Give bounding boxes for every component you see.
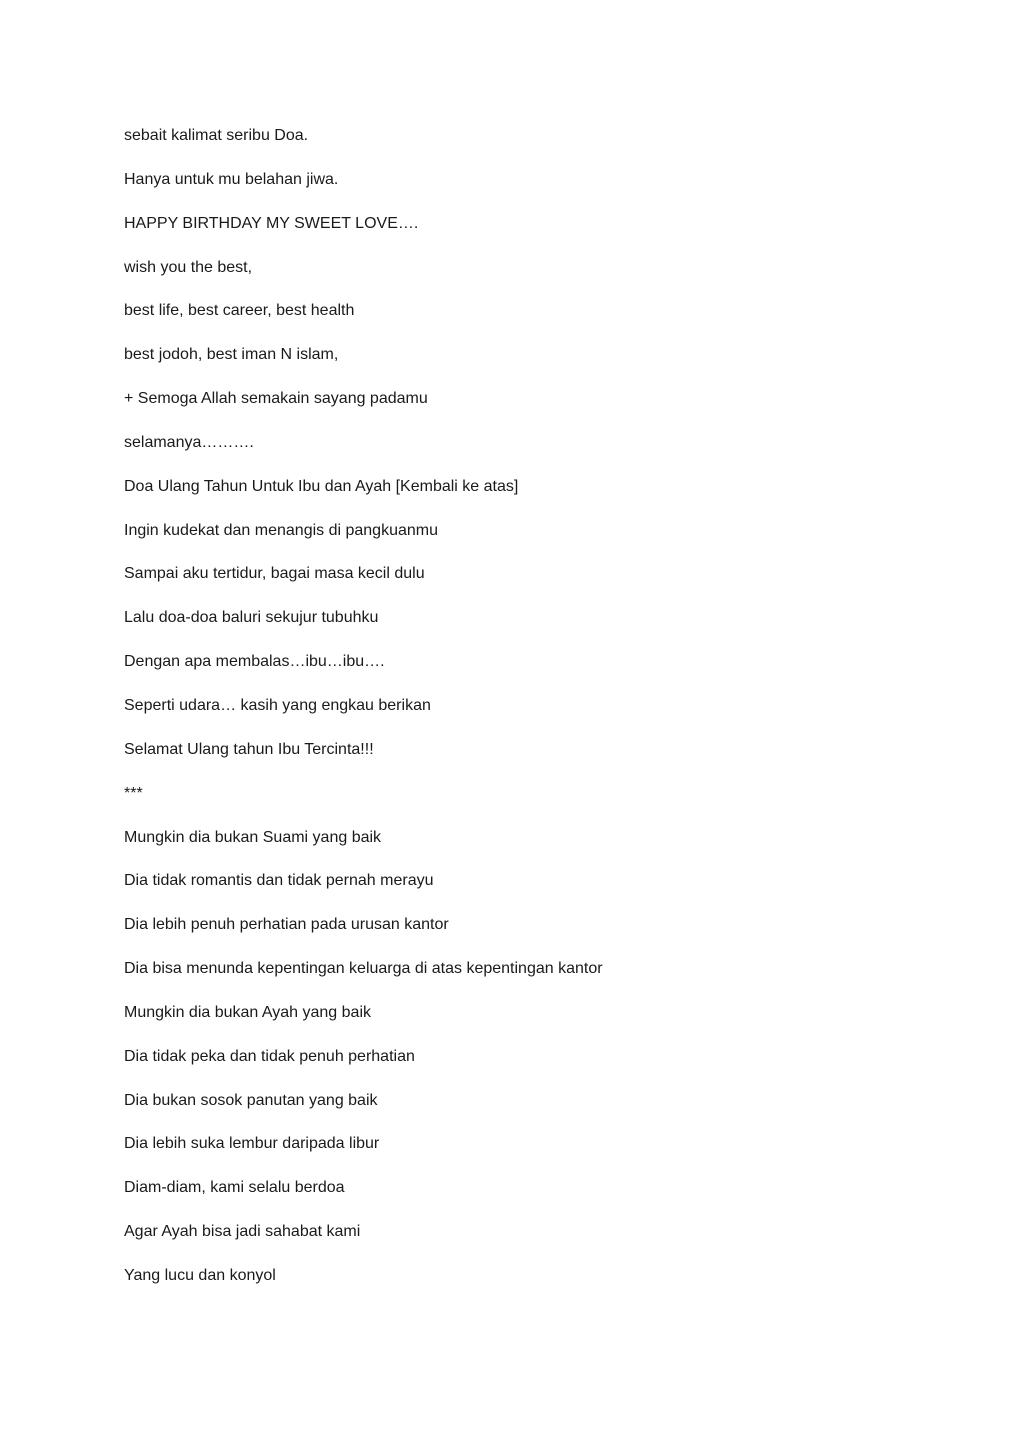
text-line: + Semoga Allah semakain sayang padamu [124, 390, 428, 408]
text-line: *** [124, 784, 143, 802]
text-line: Dia bukan sosok panutan yang baik [124, 1091, 378, 1109]
text-line: Dia tidak romantis dan tidak pernah merayu [124, 872, 434, 890]
text-line: Ingin kudekat dan menangis di pangkuanmu [124, 521, 438, 539]
text-line: Mungkin dia bukan Ayah yang baik [124, 1003, 371, 1021]
text-lines [124, 126, 924, 1310]
text-line: HAPPY BIRTHDAY MY SWEET LOVE…. [124, 214, 419, 232]
text-line: Lalu doa-doa baluri sekujur tubuhku [124, 609, 379, 627]
text-line: Dia bisa menunda kepentingan keluarga di atas kepentingan kantor [124, 960, 603, 978]
text-line: Dia lebih suka lembur daripada libur [124, 1135, 380, 1153]
text-line: Doa Ulang Tahun Untuk Ibu dan Ayah [Kembali ke atas] [124, 477, 519, 495]
text-line: Agar Ayah bisa jadi sahabat kami [124, 1223, 361, 1241]
text-line: Seperti udara… kasih yang engkau berikan [124, 696, 431, 714]
text-line: Selamat Ulang tahun Ibu Tercinta!!! [124, 740, 374, 758]
text-line: Dengan apa membalas…ibu…ibu…. [124, 653, 385, 671]
text-line: wish you the best, [124, 258, 253, 276]
text-line: Dia tidak peka dan tidak penuh perhatian [124, 1047, 415, 1065]
text-line: Sampai aku tertidur, bagai masa kecil dulu [124, 565, 425, 583]
text-line: sebait kalimat seribu Doa. [124, 127, 309, 144]
text-line: selamanya………. [124, 433, 254, 451]
text-line: Diam-diam, kami selalu berdoa [124, 1179, 345, 1197]
text-line: Mungkin dia bukan Suami yang baik [124, 828, 382, 846]
text-line: Yang lucu dan konyol [124, 1266, 276, 1284]
text-line: Dia lebih penuh perhatian pada urusan kantor [124, 916, 449, 934]
text-line: Hanya untuk mu belahan jiwa. [124, 170, 339, 188]
text-line: best life, best career, best health [124, 302, 355, 320]
text-line: best jodoh, best iman N islam, [124, 346, 339, 364]
